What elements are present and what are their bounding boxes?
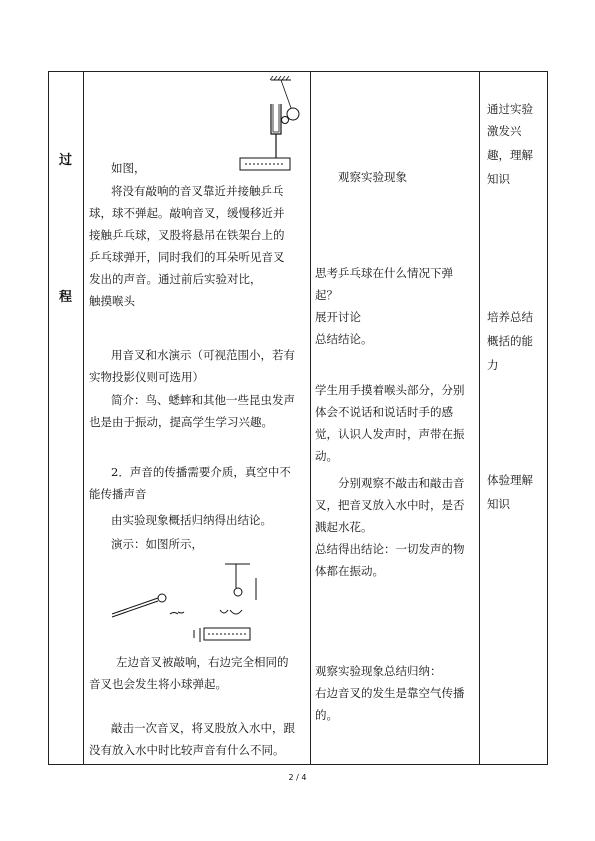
intent-text: 力: [487, 358, 499, 372]
student-text: 思考乒乓球在什么情况下弹: [315, 266, 453, 280]
text-line: 实物投影仪则可选用）: [89, 370, 204, 384]
table-border-right: [547, 71, 548, 765]
text-line: 没有放入水中时比较声音有什么不同。: [89, 743, 285, 757]
text-line: 左边音叉被敲响，右边完全相同的: [116, 655, 289, 669]
text-line: 也是由于振动，提高学生学习兴趣。: [89, 415, 273, 429]
student-text: 叉，把音叉放入水中时，是否: [315, 498, 465, 512]
text-line: 音叉也会发生将小球弹起。: [89, 677, 227, 691]
text-line: 用音叉和水演示（可视范围小，若有: [111, 348, 295, 362]
two-tuning-forks-figure: [110, 560, 265, 645]
text-line: 触摸喉头: [89, 294, 135, 308]
table-border-left: [48, 71, 49, 765]
student-text: 分别观察不敲击和敲击音: [338, 476, 465, 490]
student-text: 总结得出结论：一切发声的物: [315, 542, 465, 556]
figure-caption: 如图，: [111, 161, 146, 175]
intent-text: 培养总结: [487, 310, 533, 324]
text-line: 由实验现象概括归纳得出结论。: [111, 513, 272, 527]
table-border-bottom: [48, 764, 548, 765]
text-line: 发出的声音。通过前后实验对比，: [89, 272, 262, 286]
stage-label-char: 过: [59, 153, 73, 168]
text-line: 敲击一次音叉，将叉股放入水中，跟: [111, 721, 295, 735]
intent-text: 通过实验: [487, 102, 533, 116]
student-text: 觉，认识人发声时，声带在振: [315, 427, 465, 441]
tuning-fork-stand-figure: [235, 76, 305, 176]
student-text: 起？: [315, 288, 338, 302]
student-text: 观察实验现象总结归纳：: [315, 664, 442, 678]
page-number: 2 / 4: [288, 773, 307, 782]
text-line: 乒乓球弹开，同时我们的耳朵听见音叉: [89, 250, 285, 264]
column-divider: [479, 71, 480, 765]
student-text: 动。: [315, 449, 338, 463]
intent-text: 趣，理解: [487, 148, 533, 162]
text-line: 能传播声音: [89, 487, 147, 501]
student-text: 学生用手摸着喉头部分，分别: [315, 383, 465, 397]
text-line: 2．声音的传播需要介质，真空中不: [111, 465, 291, 479]
text-line: 接触乒乓球，叉股将悬吊在铁架台上的: [89, 228, 285, 242]
intent-text: 知识: [487, 497, 510, 511]
student-text: 总结结论。: [315, 332, 373, 346]
column-divider: [83, 71, 84, 765]
stage-label-char: 程: [59, 290, 73, 305]
text-line: 将没有敲响的音叉靠近并接触乒乓: [111, 184, 284, 198]
student-text: 的。: [315, 708, 338, 722]
student-text: 展开讨论: [315, 310, 361, 324]
column-divider: [310, 71, 311, 765]
intent-text: 概括的能: [487, 334, 533, 348]
student-text: 溅起水花。: [315, 520, 373, 534]
table-border-top: [48, 71, 548, 72]
text-line: 演示：如图所示，: [111, 537, 203, 551]
student-text: 体会不说话和说话时手的感: [315, 405, 453, 419]
text-line: 球，球不弹起。敲响音叉，缓慢移近并: [89, 206, 285, 220]
text-line: 简介：鸟、蟋蟀和其他一些昆虫发声: [111, 393, 295, 407]
student-text: 体都在振动。: [315, 564, 384, 578]
student-text: 观察实验现象: [338, 170, 407, 184]
intent-text: 激发兴: [487, 124, 522, 138]
intent-text: 知识: [487, 172, 510, 186]
intent-text: 体验理解: [487, 473, 533, 487]
student-text: 右边音叉的发生是靠空气传播: [315, 686, 465, 700]
